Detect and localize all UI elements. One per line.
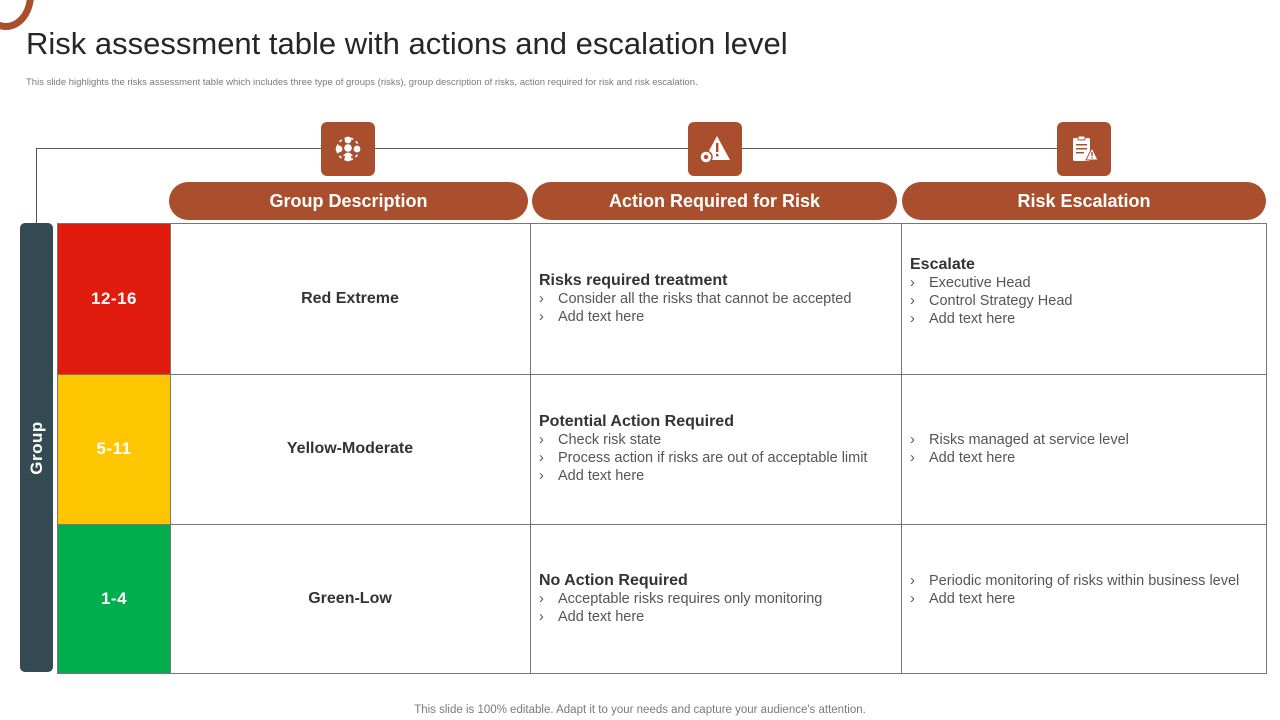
group-cell xyxy=(170,224,530,374)
action-cell xyxy=(530,524,901,673)
action-title: Risks required treatment xyxy=(539,272,728,289)
header-action-required: Action Required for Risk xyxy=(532,182,897,220)
action-item: › Acceptable risks requires only monitoring xyxy=(539,590,823,607)
action-item: › Check risk state xyxy=(539,432,662,448)
grid-divider xyxy=(58,524,1266,525)
group-side-bar xyxy=(20,223,53,672)
escalation-cell xyxy=(901,374,1266,524)
escalation-item: › Executive Head xyxy=(910,275,1031,291)
action-item: › Consider all the risks that cannot be accepted xyxy=(539,291,852,307)
footer-note: This slide is 100% editable. Adapt it to your needs and capture your audience's attention. xyxy=(414,704,866,716)
risk-table xyxy=(57,223,1267,674)
bullet-arrow-icon: › xyxy=(910,572,915,589)
bullet-arrow-icon: › xyxy=(910,275,915,291)
escalation-cell xyxy=(901,224,1266,374)
bullet-arrow-icon: › xyxy=(539,291,544,307)
action-item: › Add text here xyxy=(539,608,645,625)
escalation-item: › Control Strategy Head xyxy=(910,293,1073,309)
bullet-arrow-icon: › xyxy=(539,432,544,448)
group-people-icon xyxy=(321,122,375,176)
grid-divider xyxy=(530,224,531,673)
action-title: Potential Action Required xyxy=(539,413,734,430)
bullet-arrow-icon: › xyxy=(539,468,544,484)
warning-gear-icon xyxy=(688,122,742,176)
bullet-arrow-icon: › xyxy=(539,309,544,325)
escalation-item: › Periodic monitoring of risks within business level xyxy=(910,572,1240,589)
escalation-item: › Risks managed at service level xyxy=(910,432,1129,448)
escalation-item: › Add text here xyxy=(910,590,1016,607)
group-name: Green-Low xyxy=(308,589,392,607)
escalation-item: › Add text here xyxy=(910,450,1016,466)
bullet-arrow-icon: › xyxy=(910,293,915,309)
group-name: Red Extreme xyxy=(301,290,399,307)
group-label: Group xyxy=(26,420,46,475)
range-cell-green xyxy=(58,524,170,673)
escalation-item: › Add text here xyxy=(910,311,1016,327)
bullet-arrow-icon: › xyxy=(910,432,915,448)
clipboard-warning-icon xyxy=(1057,122,1111,176)
group-cell xyxy=(170,524,530,673)
group-name: Yellow-Moderate xyxy=(286,440,414,457)
range-label: 5-11 xyxy=(96,439,132,458)
grid-divider xyxy=(58,374,1266,375)
header-group-description: Group Description xyxy=(169,182,528,220)
range-cell-red xyxy=(58,224,170,374)
action-item: › Add text here xyxy=(539,468,645,484)
action-item: › Add text here xyxy=(539,309,645,325)
grid-divider xyxy=(901,224,902,673)
action-title: No Action Required xyxy=(539,571,688,589)
action-item: › Process action if risks are out of acceptable limit xyxy=(539,450,868,466)
page-title: Risk assessment table with actions and escalation level xyxy=(26,26,788,61)
bullet-arrow-icon: › xyxy=(910,590,915,607)
range-label: 12-16 xyxy=(91,289,137,308)
grid-divider xyxy=(170,224,171,673)
action-cell xyxy=(530,224,901,374)
header-risk-escalation: Risk Escalation xyxy=(902,182,1266,220)
action-cell xyxy=(530,374,901,524)
page-subtitle: This slide highlights the risks assessment table which includes three type of groups (risks), group description of risks, action required for risk and risk escalation. xyxy=(26,77,698,88)
bullet-arrow-icon: › xyxy=(539,590,544,607)
escalation-cell xyxy=(901,524,1266,673)
bullet-arrow-icon: › xyxy=(539,608,544,625)
bullet-arrow-icon: › xyxy=(910,311,915,327)
bullet-arrow-icon: › xyxy=(539,450,544,466)
range-label: 1-4 xyxy=(100,588,128,608)
group-cell xyxy=(170,374,530,524)
range-cell-yellow xyxy=(58,374,170,524)
escalation-title: Escalate xyxy=(910,256,975,273)
bullet-arrow-icon: › xyxy=(910,450,915,466)
